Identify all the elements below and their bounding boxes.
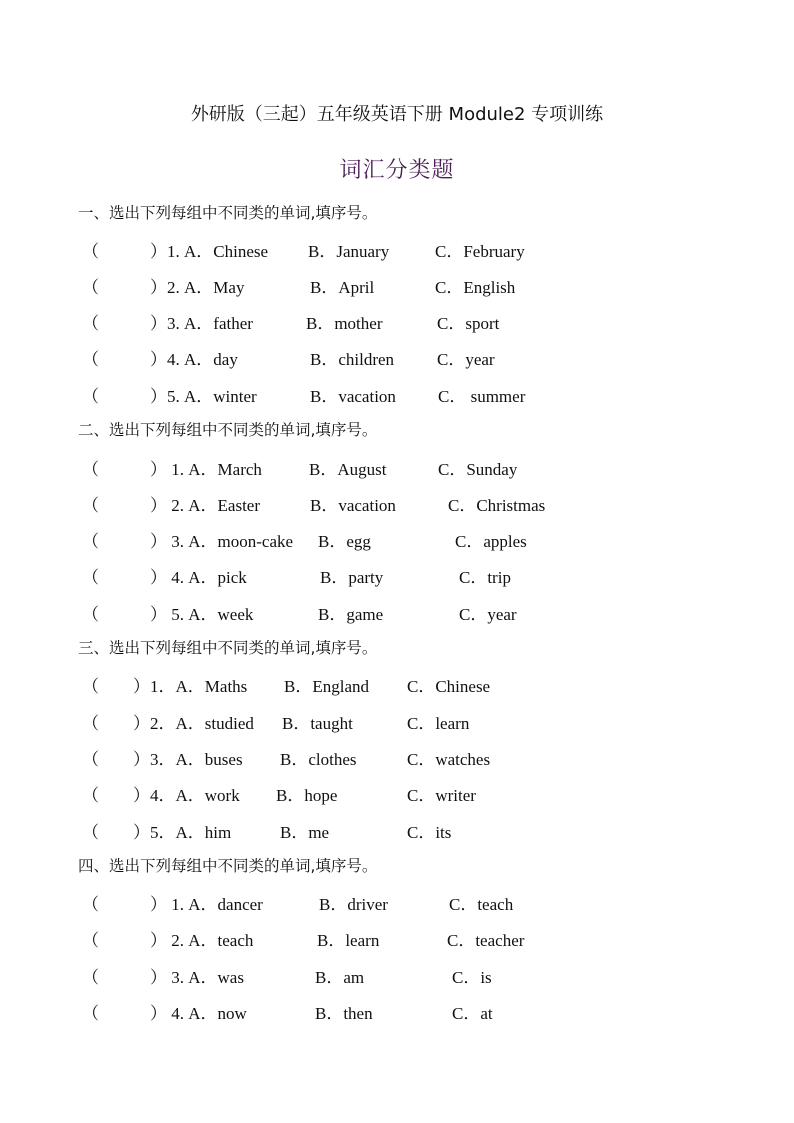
section-heading: 二、选出下列每组中不同类的单词,填序号。 xyxy=(78,421,378,439)
question-stem: （ ） 3. A．was xyxy=(82,968,244,987)
question-stem: （ ）5．A．him xyxy=(82,823,232,842)
option-b: B．driver xyxy=(319,895,388,914)
document-title: 外研版（三起）五年级英语下册 Module2 专项训练 xyxy=(190,104,604,125)
question-stem: （ ） 1. A．dancer xyxy=(82,895,263,914)
option-b: B．August xyxy=(309,460,387,479)
option-c: C．writer xyxy=(407,786,476,805)
question-stem: （ ）2．A．studied xyxy=(82,714,254,733)
section-heading: 四、选出下列每组中不同类的单词,填序号。 xyxy=(78,857,378,875)
option-c: C．Christmas xyxy=(448,496,546,515)
question-stem: （ ）3. A．father xyxy=(82,314,253,333)
option-c: C．sport xyxy=(437,314,500,333)
question-stem: （ ） 3. A．moon-cake xyxy=(82,532,294,551)
option-c: C．is xyxy=(452,968,492,987)
option-b: B．mother xyxy=(306,314,383,333)
option-b: B．January xyxy=(308,242,390,261)
option-c: C．teacher xyxy=(447,931,525,950)
option-b: B．me xyxy=(280,823,330,842)
option-c: C．apples xyxy=(455,532,527,551)
option-b: B．hope xyxy=(276,786,338,805)
document-subtitle: 词汇分类题 xyxy=(339,158,455,183)
option-b: B．vacation xyxy=(310,496,396,515)
question-stem: （ ） 4. A．pick xyxy=(82,568,247,587)
question-stem: （ ）1．A．Maths xyxy=(82,677,248,696)
section-heading: 三、选出下列每组中不同类的单词,填序号。 xyxy=(78,639,378,657)
option-b: B．party xyxy=(320,568,384,587)
option-b: B．clothes xyxy=(280,750,357,769)
option-c: C．trip xyxy=(459,568,511,587)
option-c: C．English xyxy=(435,278,516,297)
option-b: B．April xyxy=(310,278,375,297)
question-stem: （ ）2. A．May xyxy=(82,278,245,297)
question-stem: （ ） 5. A．week xyxy=(82,605,254,624)
option-c: C．year xyxy=(459,605,517,624)
option-c: C．at xyxy=(452,1004,493,1023)
question-stem: （ ）5. A．winter xyxy=(82,387,257,406)
section-heading: 一、选出下列每组中不同类的单词,填序号。 xyxy=(78,204,378,222)
option-c: C． summer xyxy=(438,387,526,406)
option-b: B．then xyxy=(315,1004,373,1023)
option-c: C．watches xyxy=(407,750,491,769)
option-b: B．game xyxy=(318,605,384,624)
option-c: C．year xyxy=(437,350,495,369)
question-stem: （ ） 4. A．now xyxy=(82,1004,247,1023)
option-b: B．am xyxy=(315,968,365,987)
option-b: B．egg xyxy=(318,532,371,551)
option-c: C．February xyxy=(435,242,525,261)
option-b: B．England xyxy=(284,677,369,696)
option-b: B．learn xyxy=(317,931,380,950)
question-stem: （ ） 2. A．teach xyxy=(82,931,254,950)
option-c: C．learn xyxy=(407,714,470,733)
option-c: C．its xyxy=(407,823,452,842)
option-b: B．children xyxy=(310,350,395,369)
option-b: B．vacation xyxy=(310,387,396,406)
option-c: C．Chinese xyxy=(407,677,491,696)
question-stem: （ ）4. A．day xyxy=(82,350,238,369)
question-stem: （ ）4．A．work xyxy=(82,786,240,805)
question-stem: （ ） 2. A．Easter xyxy=(82,496,261,515)
question-stem: （ ）3．A．buses xyxy=(82,750,243,769)
question-stem: （ ） 1. A．March xyxy=(82,460,262,479)
question-stem: （ ）1. A．Chinese xyxy=(82,242,269,261)
option-c: C．Sunday xyxy=(438,460,518,479)
option-c: C．teach xyxy=(449,895,514,914)
option-b: B．taught xyxy=(282,714,353,733)
